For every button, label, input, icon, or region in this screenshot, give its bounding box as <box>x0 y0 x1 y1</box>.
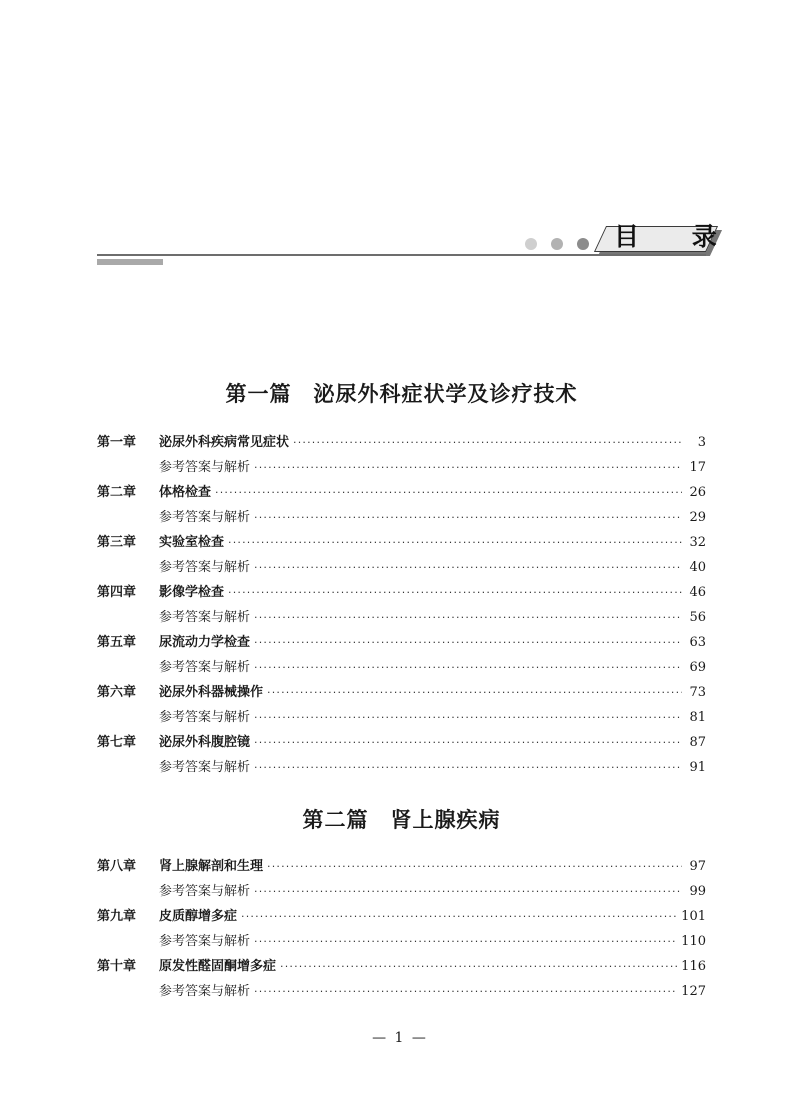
dot-leader <box>254 655 682 680</box>
dot-leader <box>280 954 677 979</box>
dot-leader <box>215 480 682 505</box>
answer-label: 参考答案与解析 <box>159 760 251 775</box>
toc-entry[interactable] <box>97 530 706 555</box>
toc-answer-entry[interactable] <box>97 879 706 904</box>
page-folio: — 1 — <box>372 1030 428 1046</box>
dot-leader <box>228 530 682 555</box>
chapter-number: 第四章 <box>97 585 137 600</box>
answer-label: 参考答案与解析 <box>159 610 251 625</box>
dot-leader <box>254 705 682 730</box>
page-number: 32 <box>689 535 706 550</box>
chapter-number: 第二章 <box>97 485 137 500</box>
toc-answer-entry[interactable] <box>97 605 706 630</box>
toc-entry[interactable] <box>97 430 706 455</box>
toc-entry[interactable] <box>97 904 706 929</box>
toc-entry[interactable] <box>97 580 706 605</box>
dot-leader <box>254 505 682 530</box>
answer-label: 参考答案与解析 <box>159 984 251 999</box>
decorative-dot-dark <box>577 238 589 250</box>
toc-answer-entry[interactable] <box>97 555 706 580</box>
dot-leader <box>228 580 682 605</box>
dot-leader <box>254 929 677 954</box>
toc-section-part-2 <box>97 854 706 1004</box>
page-number: 56 <box>689 610 706 625</box>
header-rule <box>97 254 706 256</box>
part-ordinal: 第一篇 <box>225 381 292 406</box>
toc-title: 目 录 <box>614 222 739 251</box>
toc-answer-entry[interactable] <box>97 455 706 480</box>
toc-answer-entry[interactable] <box>97 755 706 780</box>
page-number: 69 <box>689 660 706 675</box>
page-number: 3 <box>697 435 706 450</box>
page-number: 99 <box>689 884 706 899</box>
chapter-number: 第六章 <box>97 685 137 700</box>
toc-entry[interactable] <box>97 630 706 655</box>
chapter-title: 泌尿外科腹腔镜 <box>159 735 251 750</box>
answer-label: 参考答案与解析 <box>159 510 251 525</box>
page-number: 87 <box>689 735 706 750</box>
page-number: 46 <box>689 585 706 600</box>
chapter-title: 体格检查 <box>159 485 212 500</box>
toc-answer-entry[interactable] <box>97 655 706 680</box>
page-number: 91 <box>689 760 706 775</box>
answer-label: 参考答案与解析 <box>159 934 251 949</box>
chapter-title: 尿流动力学检查 <box>159 635 251 650</box>
toc-header-banner <box>0 0 800 300</box>
part-ordinal: 第二篇 <box>302 807 369 832</box>
dot-leader <box>254 979 677 1004</box>
page-number: 73 <box>689 685 706 700</box>
page-number: 110 <box>681 934 706 949</box>
chapter-title: 实验室检查 <box>159 535 225 550</box>
page-number: 29 <box>689 510 706 525</box>
part-name: 泌尿外科症状学及诊疗技术 <box>313 381 578 406</box>
answer-label: 参考答案与解析 <box>159 710 251 725</box>
chapter-number: 第八章 <box>97 859 137 874</box>
chapter-number: 第十章 <box>97 959 137 974</box>
dot-leader <box>267 680 682 705</box>
decorative-dot-medium <box>551 238 563 250</box>
chapter-number: 第三章 <box>97 535 137 550</box>
toc-answer-entry[interactable] <box>97 705 706 730</box>
part-heading <box>97 804 706 834</box>
chapter-title: 泌尿外科疾病常见症状 <box>159 435 290 450</box>
chapter-title: 皮质醇增多症 <box>159 909 238 924</box>
chapter-number: 第一章 <box>97 435 137 450</box>
page-number: 81 <box>689 710 706 725</box>
page-number: 127 <box>681 984 706 999</box>
toc-entry[interactable] <box>97 480 706 505</box>
toc-answer-entry[interactable] <box>97 929 706 954</box>
answer-label: 参考答案与解析 <box>159 560 251 575</box>
dot-leader <box>254 879 682 904</box>
page-number: 101 <box>681 909 706 924</box>
dot-leader <box>254 730 682 755</box>
page-number: 26 <box>689 485 706 500</box>
part-heading <box>97 378 706 408</box>
page-number: 40 <box>689 560 706 575</box>
part-name: 肾上腺疾病 <box>390 807 501 832</box>
chapter-number: 第五章 <box>97 635 137 650</box>
chapter-title: 泌尿外科器械操作 <box>159 685 264 700</box>
dot-leader <box>254 605 682 630</box>
dot-leader <box>254 555 682 580</box>
chapter-number: 第九章 <box>97 909 137 924</box>
toc-answer-entry[interactable] <box>97 505 706 530</box>
dot-leader <box>254 755 682 780</box>
dot-leader <box>241 904 677 929</box>
toc-answer-entry[interactable] <box>97 979 706 1004</box>
toc-entry[interactable] <box>97 854 706 879</box>
toc-section-part-1 <box>97 430 706 780</box>
dot-leader <box>267 854 682 879</box>
answer-label: 参考答案与解析 <box>159 460 251 475</box>
answer-label: 参考答案与解析 <box>159 884 251 899</box>
page-number: 63 <box>689 635 706 650</box>
chapter-title: 原发性醛固酮增多症 <box>159 959 277 974</box>
dot-leader <box>254 455 682 480</box>
page-number: 116 <box>681 959 706 974</box>
toc-entry[interactable] <box>97 730 706 755</box>
dot-leader <box>254 630 682 655</box>
dot-leader <box>293 430 682 455</box>
toc-entry[interactable] <box>97 680 706 705</box>
page-number: 17 <box>689 460 706 475</box>
chapter-title: 肾上腺解剖和生理 <box>159 859 264 874</box>
chapter-number: 第七章 <box>97 735 137 750</box>
header-accent-bar <box>97 259 163 265</box>
page-number: 97 <box>689 859 706 874</box>
toc-entry[interactable] <box>97 954 706 979</box>
answer-label: 参考答案与解析 <box>159 660 251 675</box>
chapter-title: 影像学检查 <box>159 585 225 600</box>
decorative-dot-light <box>525 238 537 250</box>
